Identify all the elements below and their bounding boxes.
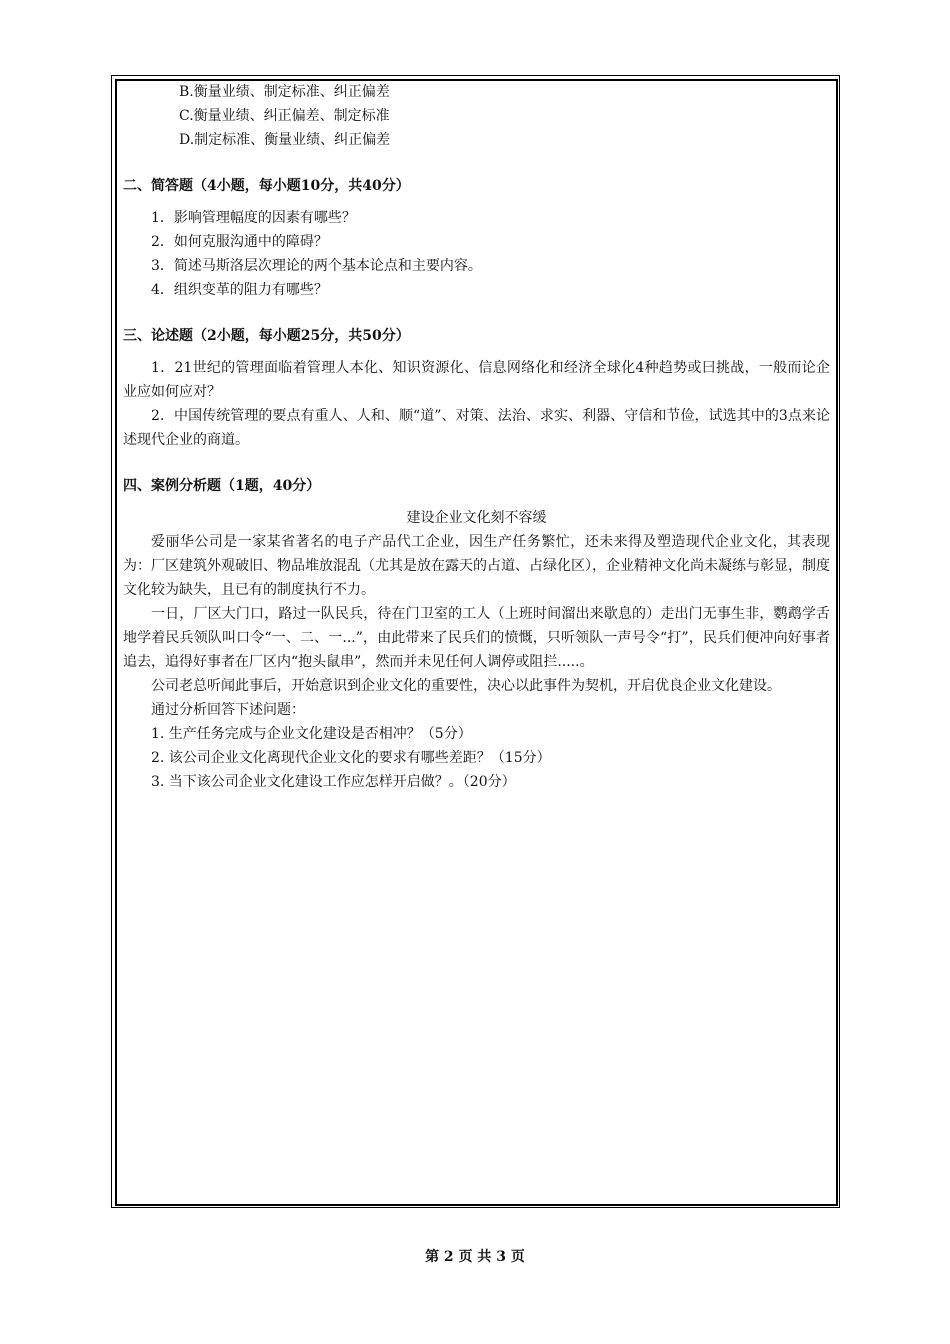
page-number: 第 2 页 共 3 页 (425, 1249, 525, 1265)
case-question-lead: 通过分析回答下述问题： (151, 702, 305, 718)
option-d: D.制定标准、衡量业绩、纠正偏差 (179, 132, 391, 148)
case-paragraph: 公司老总听闻此事后，开始意识到企业文化的重要性，决心以此事件为契机，开启优良企业文化建设。 (151, 678, 781, 694)
case-paragraph: 一日，厂区大门口，路过一队民兵，待在门卫室的工人（上班时间溜出来歇息的）走出门无事生非，鹦鹉学舌地学着民兵领队叫口令“一、二、一...”，由此带来了民兵们的愤慨，只听领队一声号令“打”，民兵们便冲向好事者追去，追得好事者在厂区内“抱头鼠串”，然而并未见任何人调停或阻拦.....。 (123, 606, 830, 670)
section-heading-case-analysis: 四、案例分析题（1题，40分） (123, 478, 321, 494)
section-heading-short-answer: 二、简答题（4小题，每小题10分，共40分） (123, 178, 410, 194)
short-answer-question: 3．简述马斯洛层次理论的两个基本论点和主要内容。 (151, 258, 482, 274)
short-answer-question: 2．如何克服沟通中的障碍？ (151, 234, 328, 250)
short-answer-question: 4．组织变革的阻力有哪些？ (151, 282, 328, 298)
case-question: 1. 生产任务完成与企业文化建设是否相冲？（5分） (151, 726, 472, 742)
option-b: B.衡量业绩、制定标准、纠正偏差 (179, 84, 390, 100)
essay-question: 2．中国传统管理的要点有重人、人和、顺“道”、对策、法治、求实、利器、守信和节俭，试选其中的3点来论述现代企业的商道。 (123, 408, 830, 448)
case-paragraph: 爱丽华公司是一家某省著名的电子产品代工企业，因生产任务繁忙，还未来得及塑造现代企业文化，其表现为：厂区建筑外观破旧、物品堆放混乱（尤其是放在露天的占道、占绿化区），企业精神文化尚未凝练与彰显，制度文化较为缺失，且已有的制度执行不力。 (123, 534, 830, 598)
essay-question: 1．21世纪的管理面临着管理人本化、知识资源化、信息网络化和经济全球化4种趋势或曰挑战，一般而论企业应如何应对？ (123, 360, 830, 400)
case-question: 3. 当下该公司企业文化建设工作应怎样开启做？。（20分） (151, 774, 516, 790)
option-c: C.衡量业绩、纠正偏差、制定标准 (179, 108, 390, 124)
short-answer-question: 1．影响管理幅度的因素有哪些？ (151, 210, 356, 226)
exam-content (123, 80, 830, 794)
section-heading-essay: 三、论述题（2小题，每小题25分，共50分） (123, 328, 410, 344)
case-title: 建设企业文化刻不容缓 (406, 510, 547, 526)
case-question: 2. 该公司企业文化离现代企业文化的要求有哪些差距？（15分） (151, 750, 551, 766)
